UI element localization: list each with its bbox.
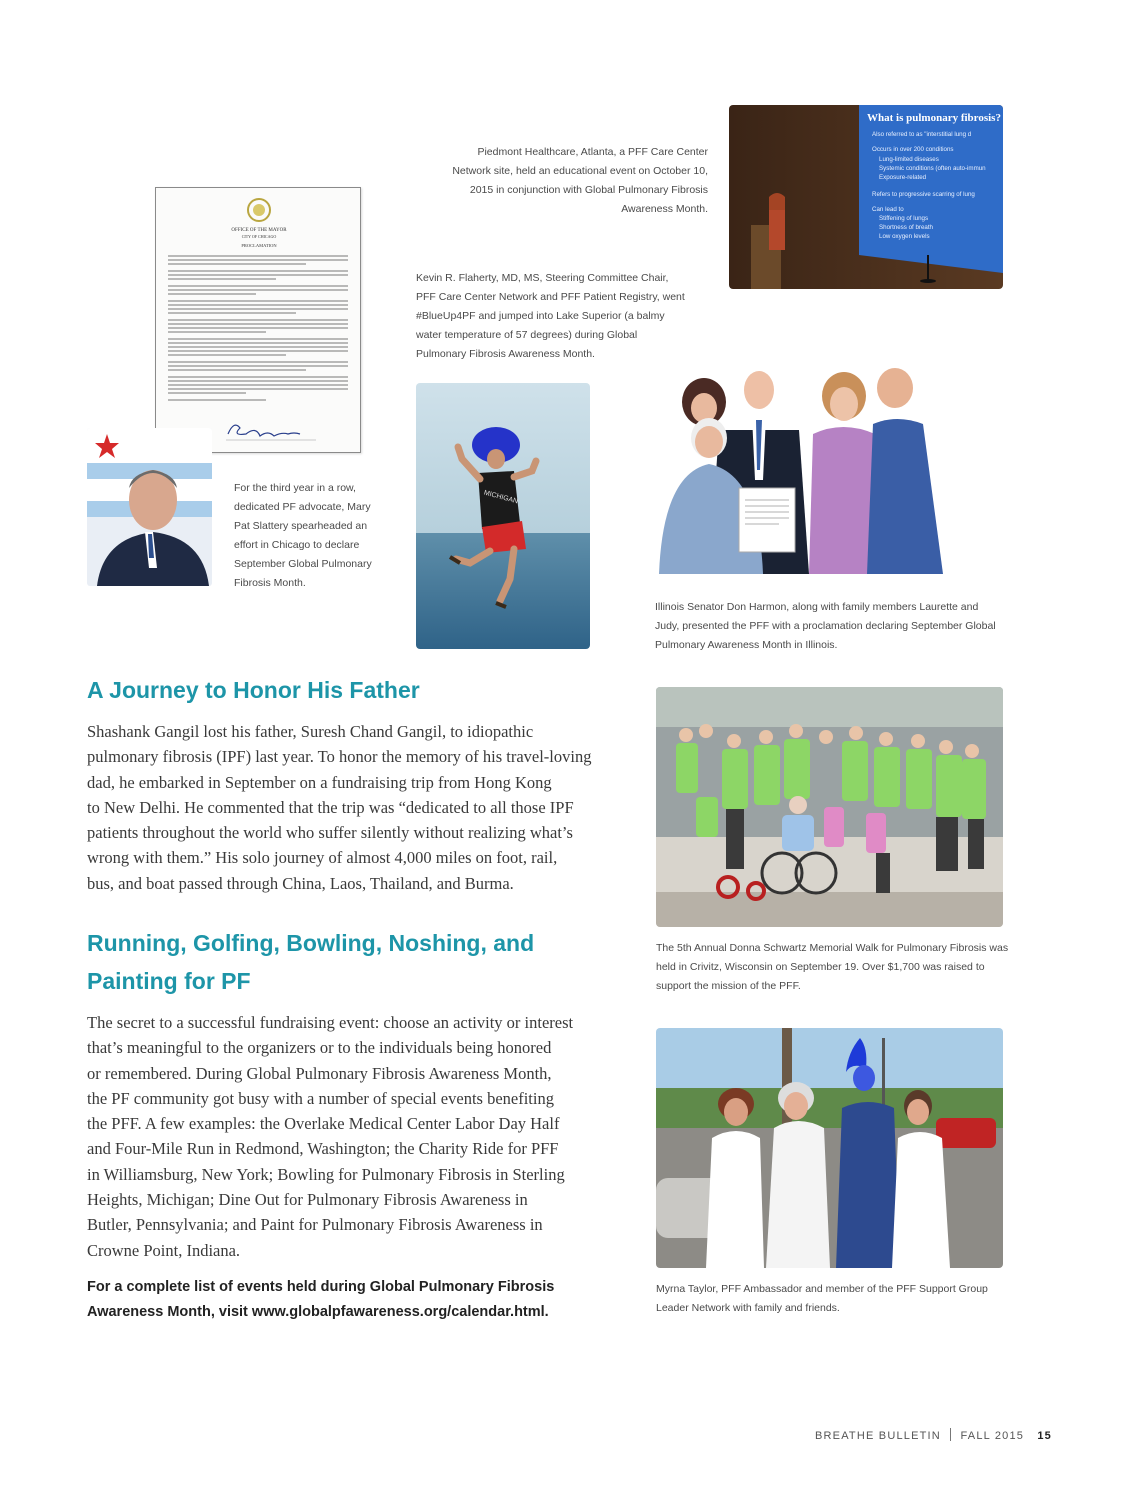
lake-jump-photo xyxy=(416,383,590,649)
slide-title: What is pulmonary fibrosis? xyxy=(867,112,1001,124)
body-line: Shashank Gangil lost his father, Suresh Chand Gangil, to idiopathic xyxy=(87,722,534,741)
mayor-portrait-photo xyxy=(87,428,212,586)
proclamation-content xyxy=(156,188,360,452)
chicago-caption: For the third year in a row, dedicated PF advocate, Mary Pat Slattery spearheaded an effort in Chicago to declare September Global Pulmonary Fibrosis Month. xyxy=(234,482,372,589)
slide-line: Stiffening of lungs xyxy=(879,215,929,222)
slide-line: Shortness of breath xyxy=(879,224,934,231)
calendar-callout xyxy=(87,1275,627,1324)
slide-line: Can lead to xyxy=(872,206,904,213)
senator-harmon-photo xyxy=(649,360,949,574)
slide-line: Occurs in over 200 conditions xyxy=(872,146,954,153)
slide-line: Lung-limited diseases xyxy=(879,156,939,163)
callout-line: For a complete list of events held during Global Pulmonary Fibrosis xyxy=(87,1279,555,1295)
proclamation-city: CITY OF CHICAGO xyxy=(241,234,277,239)
body-line: the PFF. A few examples: the Overlake Medical Center Labor Day Half xyxy=(87,1114,560,1134)
heading-line: Running, Golfing, Bowling, Noshing, and xyxy=(87,930,535,956)
body-line: The secret to a successful fundraising event: choose an activity or interest xyxy=(87,1013,574,1032)
myrna-taylor-photo xyxy=(656,1028,1003,1268)
proclamation-office: OFFICE OF THE MAYOR xyxy=(231,228,287,233)
proclamation-heading: PROCLAMATION xyxy=(241,243,277,248)
body-line: Crowne Point, Indiana. xyxy=(87,1240,241,1260)
body-line: Butler, Pennsylvania; and Paint for Pulmonary Fibrosis Awareness in xyxy=(87,1215,543,1235)
walk-caption: The 5th Annual Donna Schwartz Memorial Walk for Pulmonary Fibrosis was held in Crivitz, Wisconsin on September 19. Over $1,700 was raised to support the mission of the PFF. xyxy=(656,942,1009,992)
piedmont-caption: Piedmont Healthcare, Atlanta, a PFF Care Center Network site, held an educational event on October 10, 2015 in conjunction with Global Pulmonary Fibrosis Awareness Month. xyxy=(452,146,708,215)
issue-name: FALL 2015 xyxy=(960,1430,1025,1442)
proclamation-certificate xyxy=(739,488,795,552)
myrna-caption: Myrna Taylor, PFF Ambassador and member of the PFF Support Group Leader Network with family and friends. xyxy=(656,1283,988,1314)
body-line: that’s meaningful to the organizers or to the individuals being honored xyxy=(87,1038,552,1058)
body-line: and Four-Mile Run in Redmond, Washington; the Charity Ride for PFF xyxy=(87,1139,559,1159)
footer-divider xyxy=(950,1428,951,1441)
flaherty-caption: Kevin R. Flaherty, MD, MS, Steering Committee Chair, PFF Care Center Network and PFF Patient Registry, went #BlueUp4PF and jumped into Lake Superior (a balmy water temperature of 57 degrees) during Global Pulmonary Fibrosis Awareness Month. xyxy=(416,272,685,360)
memorial-walk-photo xyxy=(656,687,1003,927)
slide-line: Systemic conditions (often auto-immun xyxy=(879,165,986,172)
body-line: to New Delhi. He commented that the trip was “dedicated to all those IPF xyxy=(87,797,574,817)
mayor-signature xyxy=(228,425,300,436)
slide-line: Also referred to as "interstitial lung d xyxy=(872,131,972,138)
callout-line: Awareness Month, visit www.globalpfawareness.org/calendar.html. xyxy=(87,1303,549,1320)
page-footer xyxy=(760,1428,1052,1442)
proclamation-document xyxy=(155,187,361,453)
slide-line: Exposure-related xyxy=(879,174,927,181)
piedmont-event-photo xyxy=(729,105,1003,289)
body-line: bus, and boat passed through China, Laos, Thailand, and Burma. xyxy=(87,873,514,893)
publication-name: BREATHE BULLETIN xyxy=(814,1430,941,1442)
shirt-text: MICHIGAN xyxy=(483,489,519,506)
body-line: or remembered. During Global Pulmonary Fibrosis Awareness Month, xyxy=(87,1063,552,1083)
section-heading-journey: A Journey to Honor His Father xyxy=(87,677,420,703)
page-number: 15 xyxy=(1037,1430,1052,1442)
body-line: in Williamsburg, New York; Bowling for Pulmonary Fibrosis in Sterling xyxy=(87,1164,565,1184)
harmon-caption: Illinois Senator Don Harmon, along with family members Laurette and Judy, presented the PFF with a proclamation declaring September Global Pulmonary Awareness Month in Illinois. xyxy=(655,601,996,651)
slide-line: Low oxygen levels xyxy=(879,233,930,240)
slide-line: Refers to progressive scarring of lung xyxy=(872,191,975,198)
journey-body xyxy=(87,719,627,896)
section-heading-events xyxy=(87,924,627,1000)
heading-line: Painting for PF xyxy=(87,968,251,994)
body-line: dad, he embarked in September on a fundraising trip from Hong Kong xyxy=(87,772,552,792)
body-line: patients throughout the world who suffer silently without realizing what’s xyxy=(87,823,573,843)
body-line: the PF community got busy with a number of special events benefiting xyxy=(87,1088,554,1108)
body-line: pulmonary fibrosis (IPF) last year. To honor the memory of his travel-loving xyxy=(87,747,592,767)
body-line: Heights, Michigan; Dine Out for Pulmonary Fibrosis Awareness in xyxy=(87,1190,528,1210)
events-body xyxy=(87,1010,627,1263)
body-line: wrong with them.” His solo journey of almost 4,000 miles on foot, rail, xyxy=(87,848,558,868)
